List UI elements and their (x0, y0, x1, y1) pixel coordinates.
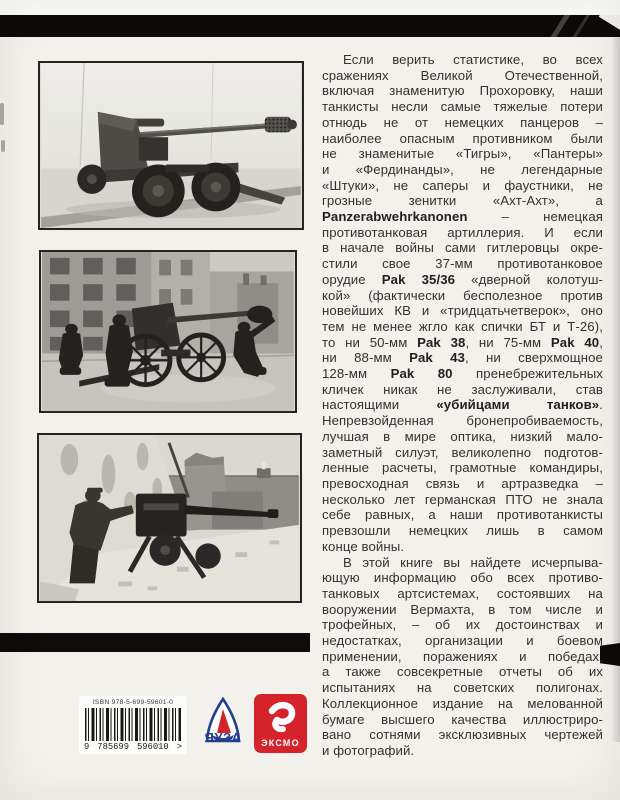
eksmo-logo (254, 694, 307, 753)
text-line: «Штуки», не саперы и фаустники, не (322, 177, 603, 193)
text-line: отнюдь не от немецких панцеров – (322, 114, 603, 130)
shrinkwrap-reflection (568, 15, 592, 37)
scan-smudge (0, 103, 4, 125)
eksmo-glyph-icon (264, 699, 298, 733)
text-line: и «Фердинанды», не легендарные (322, 161, 603, 177)
cover-right-edge-shadow (611, 37, 620, 742)
text-line: 128-мм Pak 80 пренебрежительных (322, 366, 603, 382)
text-line: конце войны. (322, 538, 405, 554)
text-line: ющую информацию обо всех противо- (322, 570, 603, 586)
text-line: танкисты несли самые тяжелые потери (322, 99, 603, 115)
eksmo-label: ЭКСМО (261, 738, 300, 748)
text-line: новейших КВ и «тридцатьчетверок», оно (322, 303, 603, 319)
text-line: ни 88-мм Pak 43, ни сверхмощное (322, 350, 603, 366)
top-black-band (0, 15, 620, 37)
text-line: превзошли немецких лишь в самом (322, 523, 603, 539)
yauza-logo (199, 697, 247, 754)
text-line: настоящими «убийцами танков». (322, 397, 603, 413)
barcode-digit-group: > (176, 742, 182, 752)
text-line: бумаге высшего качества иллюстриро- (322, 711, 603, 727)
text-line: Panzerabwehrkanonen – немецкая (322, 209, 603, 225)
photo-atgun-studio (38, 61, 304, 230)
barcode-digits (83, 742, 183, 752)
text-line: и фотографий. (322, 742, 415, 758)
text-line: вано сотнями эксклюзивных чертежей (322, 727, 603, 743)
photo-atgun-studio-illustration (40, 63, 302, 228)
isbn-barcode (79, 696, 187, 754)
text-line: включая знаменитую Прохоровку, наши (322, 83, 603, 99)
text-line: вооружении Вермахта, в том числе и (322, 601, 603, 617)
text-line: противотанковая артиллерия. И если (322, 224, 603, 240)
text-line: грозные зенитки «Ахт-Ахт», а (322, 193, 603, 209)
text-line: стили свое 37-мм противотанковое (322, 256, 603, 272)
text-line: себе равных, а наши противотанкисты (322, 507, 603, 523)
photo-street-illustration (41, 252, 295, 411)
text-line: тем не менее жгло как спички БТ и Т-26), (322, 318, 603, 334)
barcode-digit-group: 596010 (137, 742, 169, 752)
text-line: наиболее опасным противником были (322, 130, 603, 146)
yauza-label: ЯУЗА (204, 730, 242, 745)
annotation-text (322, 52, 603, 759)
text-line: ленные расчеты, грамотные командиры, (322, 460, 603, 476)
top-white-strip (0, 0, 620, 15)
text-line: сражениях Великой Отечественной, (322, 67, 603, 83)
text-line: недостатках, организации и боевом (322, 633, 603, 649)
bottom-black-band (0, 633, 310, 652)
text-line: то ни 50-мм Pak 38, ни 75-мм Pak 40, (322, 334, 603, 350)
text-line: а также совсекретные отчеты об их (322, 664, 603, 680)
text-line: превосходная связь и артразведка – (322, 475, 603, 491)
text-line: Если верить статистике, во всех (343, 52, 603, 67)
scan-smudge (1, 140, 5, 152)
shrinkwrap-reflection (546, 15, 571, 37)
photo-cliff-gun-position (37, 433, 302, 603)
text-line: кличек никак не заслуживали, став (322, 381, 603, 397)
text-line: В этой книге вы найдете исчерпыва- (343, 554, 603, 570)
barcode-digit-group: 785699 (97, 742, 129, 752)
photo-cliff-illustration (39, 435, 300, 601)
band-corner-fold (599, 15, 620, 30)
text-line: кой» (фактически бесполезное против (322, 287, 603, 303)
text-line: заметный силуэт, великолепно подготов- (322, 444, 603, 460)
text-line: несколько лет германская ПТО не знала (322, 491, 603, 507)
text-line: орудие Pak 35/36 «дверной колотуш- (322, 271, 603, 287)
text-line: применении, поражениях и победах, (322, 648, 603, 664)
text-line: лучшая в мире оптика, низкий мало- (322, 428, 603, 444)
isbn-label: ISBN 978-5-699-59601-0 (92, 699, 174, 706)
text-line: танковых артсистемах, состоявших на (322, 585, 603, 601)
text-line: в начале войны сами гитлеровцы окре- (322, 240, 603, 256)
text-line: Непревзойденная бронепробиваемость, (322, 413, 603, 429)
right-edge-black-mark (600, 643, 620, 666)
text-line: трофейных, – об их достоинствах и (322, 617, 603, 633)
barcode-bars (85, 708, 181, 741)
text-line: Коллекционное издание на мелованной (322, 695, 603, 711)
text-line: испытаниях на советских полигонах. (322, 680, 603, 696)
photo-street-gun-crew (39, 250, 297, 413)
text-line: не знаменитые «Тигры», «Пантеры» (322, 146, 603, 162)
barcode-digit-group: 9 (84, 742, 90, 752)
